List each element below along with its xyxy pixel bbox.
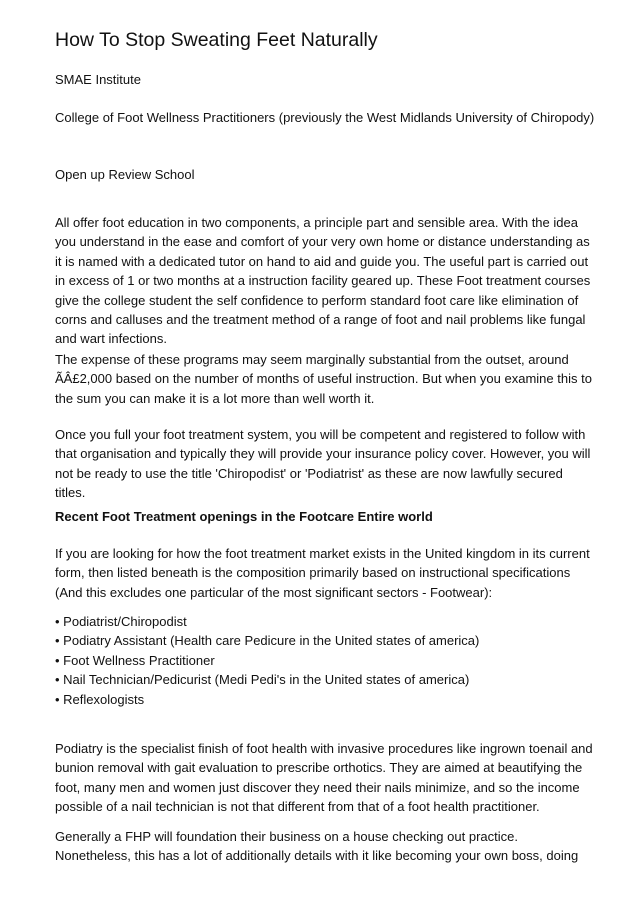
list-item: • Podiatrist/Chiropodist (55, 614, 187, 629)
profession-list (55, 612, 595, 709)
list-item: • Reflexologists (55, 691, 145, 707)
paragraph-completion: Once you full your foot treatment system, you will be competent and registered to follow with that organisation and typically they will provide your insurance policy cover. However, you will not be ready to use the title 'Chiropodist' or 'Podiatrist' as these are now lawfully secured titles. (55, 427, 591, 501)
section-heading: Recent Foot Treatment openings in the Footcare Entire world (55, 509, 433, 524)
list-item: • Podiatry Assistant (Health care Pedicure in the United states of america) (55, 633, 480, 649)
list-item: • Foot Wellness Practitioner (55, 652, 215, 668)
paragraph-podiatry: Podiatry is the specialist finish of foot health with invasive procedures like ingrown toenail and bunion removal with gait evaluation to prescribe orthotics. They are aimed at beautifying the foot, many men and women just discover they need their nails minimize, and so the income possible of a nail technician is not that different from that of a foot health practitioner. (55, 741, 593, 815)
institution-open-review: Open up Review School (55, 167, 195, 182)
list-item: • Nail Technician/Pedicurist (Medi Pedi's in the United states of america) (55, 672, 470, 688)
paragraph-market: If you are looking for how the foot treatment market exists in the United kingdom in its current form, then listed beneath is the composition primarily based on instructional specifications (And this excludes one particular of the most significant sectors - Footwear): (55, 546, 590, 600)
paragraph-fhp: Generally a FHP will foundation their business on a house checking out practice. Nonetheless, this has a lot of additionally details with it like becoming your own boss, doing (55, 829, 579, 864)
institution-smae: SMAE Institute (55, 72, 141, 87)
paragraph-expense: The expense of these programs may seem marginally substantial from the outset, around ÃÂ£2,000 based on the number of months of useful instruction. But when you examine this to the sum you can make it is a lot more than well worth it. (55, 352, 592, 406)
page-title: How To Stop Sweating Feet Naturally (55, 29, 378, 51)
paragraph-intro: All offer foot education in two components, a principle part and sensible area. With the idea you understand in the ease and comfort of your very own home or distance understanding as it is named with a dedicated tutor on hand to aid and guide you. The useful part is carried out in excess of 1 or two months at a instruction facility geared up. These Foot treatment courses give the college student the self confidence to perform standard foot care like elimination of corns and calluses and the treatment method of a range of foot and nail problems like fungal and wart infections. (55, 215, 591, 347)
institution-college: College of Foot Wellness Practitioners (previously the West Midlands University of Chiropody) (55, 110, 595, 125)
